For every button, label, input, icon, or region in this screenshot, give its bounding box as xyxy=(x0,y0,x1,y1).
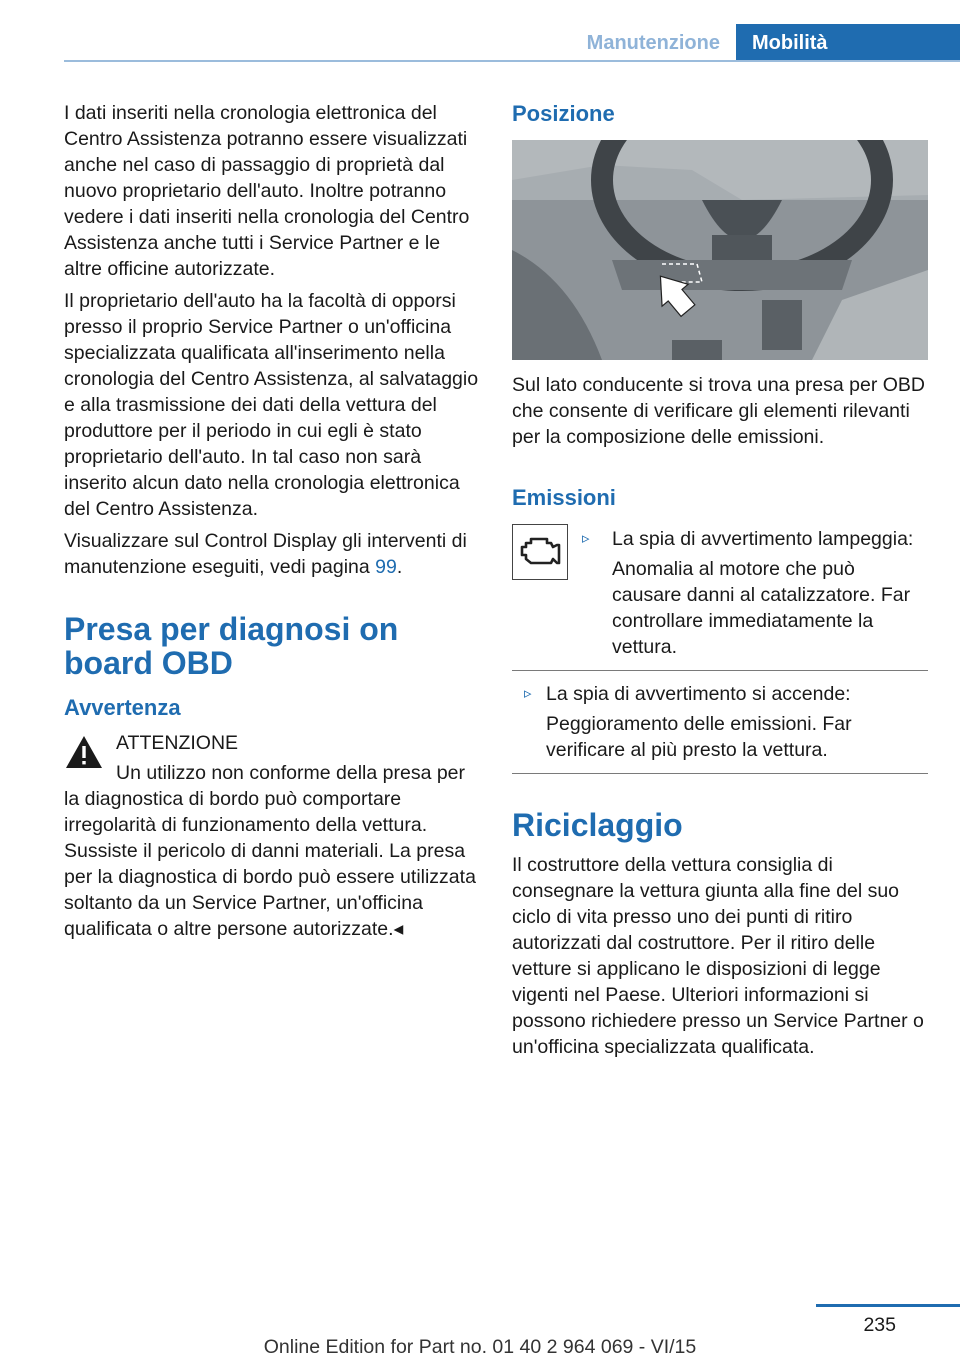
list-separator xyxy=(512,670,928,671)
obd-heading: Presa per diagnosi on board OBD xyxy=(64,611,399,681)
edition-footer: Online Edition for Part no. 01 40 2 964 069 - VI/15 xyxy=(263,1336,697,1358)
left-column xyxy=(64,100,480,948)
position-text: Sul lato conducente si trova una presa per OBD che consente di verificare gli elementi rilevanti per la composizione delle emissioni. xyxy=(512,374,925,448)
page-link[interactable]: 99 xyxy=(375,556,397,578)
recycling-text: Il costruttore della vettura consiglia di consegnare la vettura giunta alla fine del suo ciclo di vita presso uno dei punti di ritiro autorizzati dal costruttore. Per il ritiro delle vetture si applicano le disposizioni di legge vigenti nel Paese. Ulteriori informazioni si possono richiedere presso un Service Partner o un'officina specializzata qualificata. xyxy=(512,854,924,1058)
warning-text: Un utilizzo non conforme della presa per la diagnostica di bordo può comportare irregolarità di funzionamento della vettura. Sussiste il pericolo di danni materiali. La presa per la diagnostica di bordo può essere utilizzata soltanto da un Service Partner, un'officina qualificata o altre persone autorizzate.◂ xyxy=(64,762,476,940)
control-display-text: Visualizzare sul Control Display gli interventi di manutenzione eseguiti, vedi pagina xyxy=(64,530,467,578)
chapter-tab[interactable]: Mobilità xyxy=(736,24,960,62)
warning-subheading: Avvertenza xyxy=(64,695,181,720)
footer-divider xyxy=(816,1304,960,1307)
warning-block xyxy=(64,730,480,942)
page-number: 235 xyxy=(863,1314,896,1336)
section-tab[interactable]: Manutenzione xyxy=(586,32,720,54)
list-separator xyxy=(512,773,928,774)
page-header xyxy=(64,24,960,62)
emissions-heading: Emissioni xyxy=(512,485,616,510)
obd-location-photo xyxy=(512,140,928,360)
item2-title: La spia di avvertimento si accende: xyxy=(546,683,851,705)
recycling-heading: Riciclaggio xyxy=(512,807,683,843)
list-item xyxy=(512,524,928,660)
warning-title: ATTENZIONE xyxy=(116,732,239,754)
right-column xyxy=(512,100,928,1066)
emissions-list xyxy=(512,524,928,774)
control-display-paragraph xyxy=(64,528,480,580)
item1-text: Anomalia al motore che può causare danni al catalizzatore. Far controllare immediatamente la vettura. xyxy=(612,558,911,658)
period: . xyxy=(396,556,403,578)
position-heading: Posizione xyxy=(512,101,615,126)
list-bullet: ▹ xyxy=(582,530,590,547)
list-item xyxy=(512,681,928,763)
item2-text: Peggioramento delle emissioni. Far verificare al più presto la vettura. xyxy=(546,713,852,761)
header-divider xyxy=(64,60,960,62)
list-bullet: ▹ xyxy=(524,685,532,702)
history-paragraph: I dati inseriti nella cronologia elettronica del Centro Assistenza potranno essere visualizzati anche nel caso di passaggio di proprietà dal nuovo proprietario dell'auto. Inoltre potranno vedere i dati inseriti nella cronologia del Centro Assistenza anche tutti i Service Partner e le altre officine autorizzate. xyxy=(64,102,470,280)
warning-triangle-icon xyxy=(64,734,104,770)
item1-title: La spia di avvertimento lampeggia: xyxy=(612,528,914,550)
owner-rights-paragraph: Il proprietario dell'auto ha la facoltà di opporsi presso il proprio Service Partner o un'officina specializzata qualificata all'inserimento nella cronologia del Centro Assistenza, al salvataggio e alla trasmissione dei dati della vettura del produttore per il periodo in cui egli è stato proprietario dell'auto. In tal caso non sarà inserito alcun dato nella cronologia elettronica del Centro Assistenza. xyxy=(64,290,479,520)
